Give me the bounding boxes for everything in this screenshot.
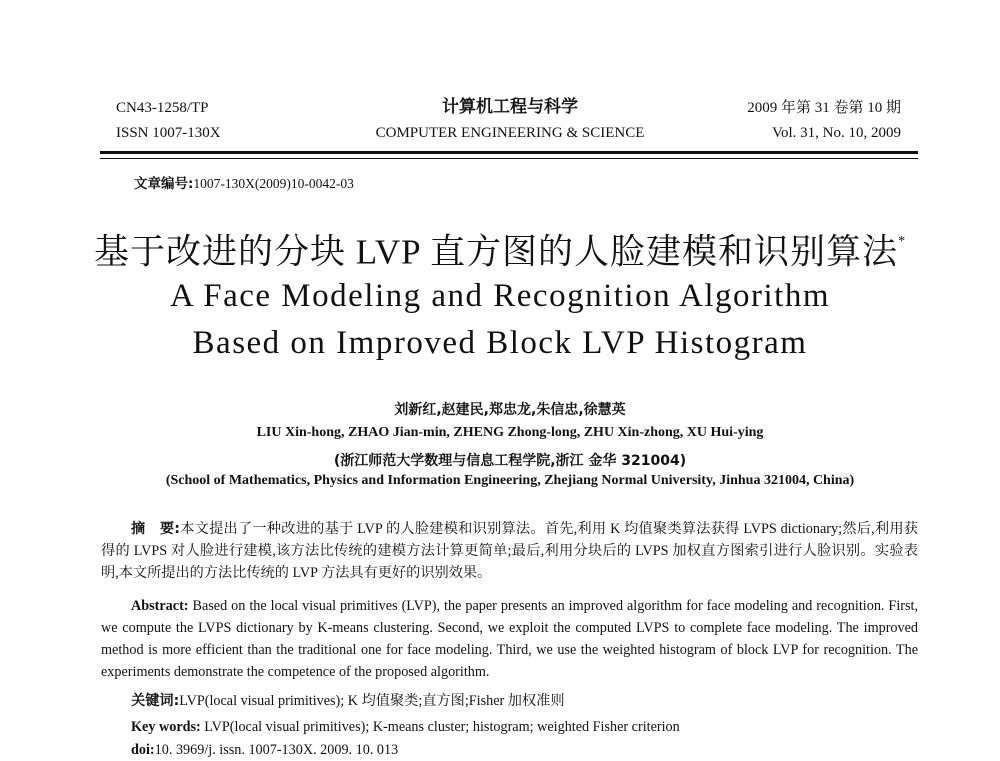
abstract-chinese-label: 摘 要: <box>131 521 180 537</box>
journal-title-english: COMPUTER ENGINEERING & SCIENCE <box>375 125 645 141</box>
article-number-value: 1007-130X(2009)10-0042-03 <box>193 176 354 191</box>
doi <box>131 739 398 761</box>
title-footnote-mark: * <box>898 234 907 249</box>
header-rule-thin <box>100 158 918 159</box>
abstract-english <box>101 595 918 683</box>
affiliation-chinese: (浙江师范大学数理与信息工程学院,浙江 金华 321004) <box>333 453 687 469</box>
journal-issue-english: Vol. 31, No. 10, 2009 <box>772 125 901 141</box>
keywords-english-text: LVP(local visual primitives); K-means cluster; histogram; weighted Fisher criterion <box>204 719 680 735</box>
title-english-line1: A Face Modeling and Recognition Algorithm <box>169 278 830 314</box>
doi-value: 10. 3969/j. issn. 1007-130X. 2009. 10. 013 <box>154 742 399 758</box>
authors-chinese: 刘新红,赵建民,郑忠龙,朱信忠,徐慧英 <box>394 402 626 418</box>
authors-english: LIU Xin-hong, ZHAO Jian-min, ZHENG Zhong-long, ZHU Xin-zhong, XU Hui-ying <box>256 425 764 440</box>
abstract-english-text: Based on the local visual primitives (LVP), the paper presents an improved algorithm for face modeling and recognition. First, we compute the LVPS dictionary by K-means clustering. Second, we exploit the computed LVPS to complete face modeling. The improved method is more efficient than the traditional one for face modeling. Third, we use the weighted histogram of block LVP for recognition. The experiments demonstrate the competence of the proposed algorithm. <box>101 598 918 680</box>
journal-issn: ISSN 1007-130X <box>116 125 221 141</box>
article-number <box>134 172 354 192</box>
affiliation-english: (School of Mathematics, Physics and Information Engineering, Zhejiang Normal University, Jinhua 321004, China) <box>165 473 855 488</box>
doi-label: doi: <box>131 742 155 758</box>
abstract-english-label: Abstract: <box>131 598 189 614</box>
title-english-line2: Based on Improved Block LVP Histogram <box>192 325 808 361</box>
keywords-chinese-label: 关键词: <box>131 693 180 709</box>
journal-code: CN43-1258/TP <box>116 100 209 116</box>
keywords-chinese <box>131 690 565 712</box>
header-rule-thick <box>100 151 918 154</box>
journal-title-chinese: 计算机工程与科学 <box>442 97 578 117</box>
keywords-english-label: Key words: <box>131 719 201 735</box>
title-chinese <box>60 226 940 275</box>
abstract-chinese <box>101 518 918 584</box>
title-chinese-text: 基于改进的分块 LVP 直方图的人脸建模和识别算法 <box>93 232 899 272</box>
journal-issue-chinese: 2009 年第 31 卷第 10 期 <box>747 100 901 116</box>
article-number-label: 文章编号: <box>134 176 194 192</box>
keywords-chinese-text: LVP(local visual primitives); K 均值聚类;直方图;Fisher 加权准则 <box>179 693 565 709</box>
keywords-english <box>131 716 680 738</box>
abstract-chinese-text: 本文提出了一种改进的基于 LVP 的人脸建模和识别算法。首先,利用 K 均值聚类算法获得 LVPS dictionary;然后,利用获得的 LVPS 对人脸进行建模,该方法比传统的建模方法计算更简单;最后,利用分块后的 LVPS 加权直方图索引进行人脸识别。实验表明,本文所提出的方法比传统的 LVP 方法具有更好的识别效果。 <box>101 521 918 581</box>
